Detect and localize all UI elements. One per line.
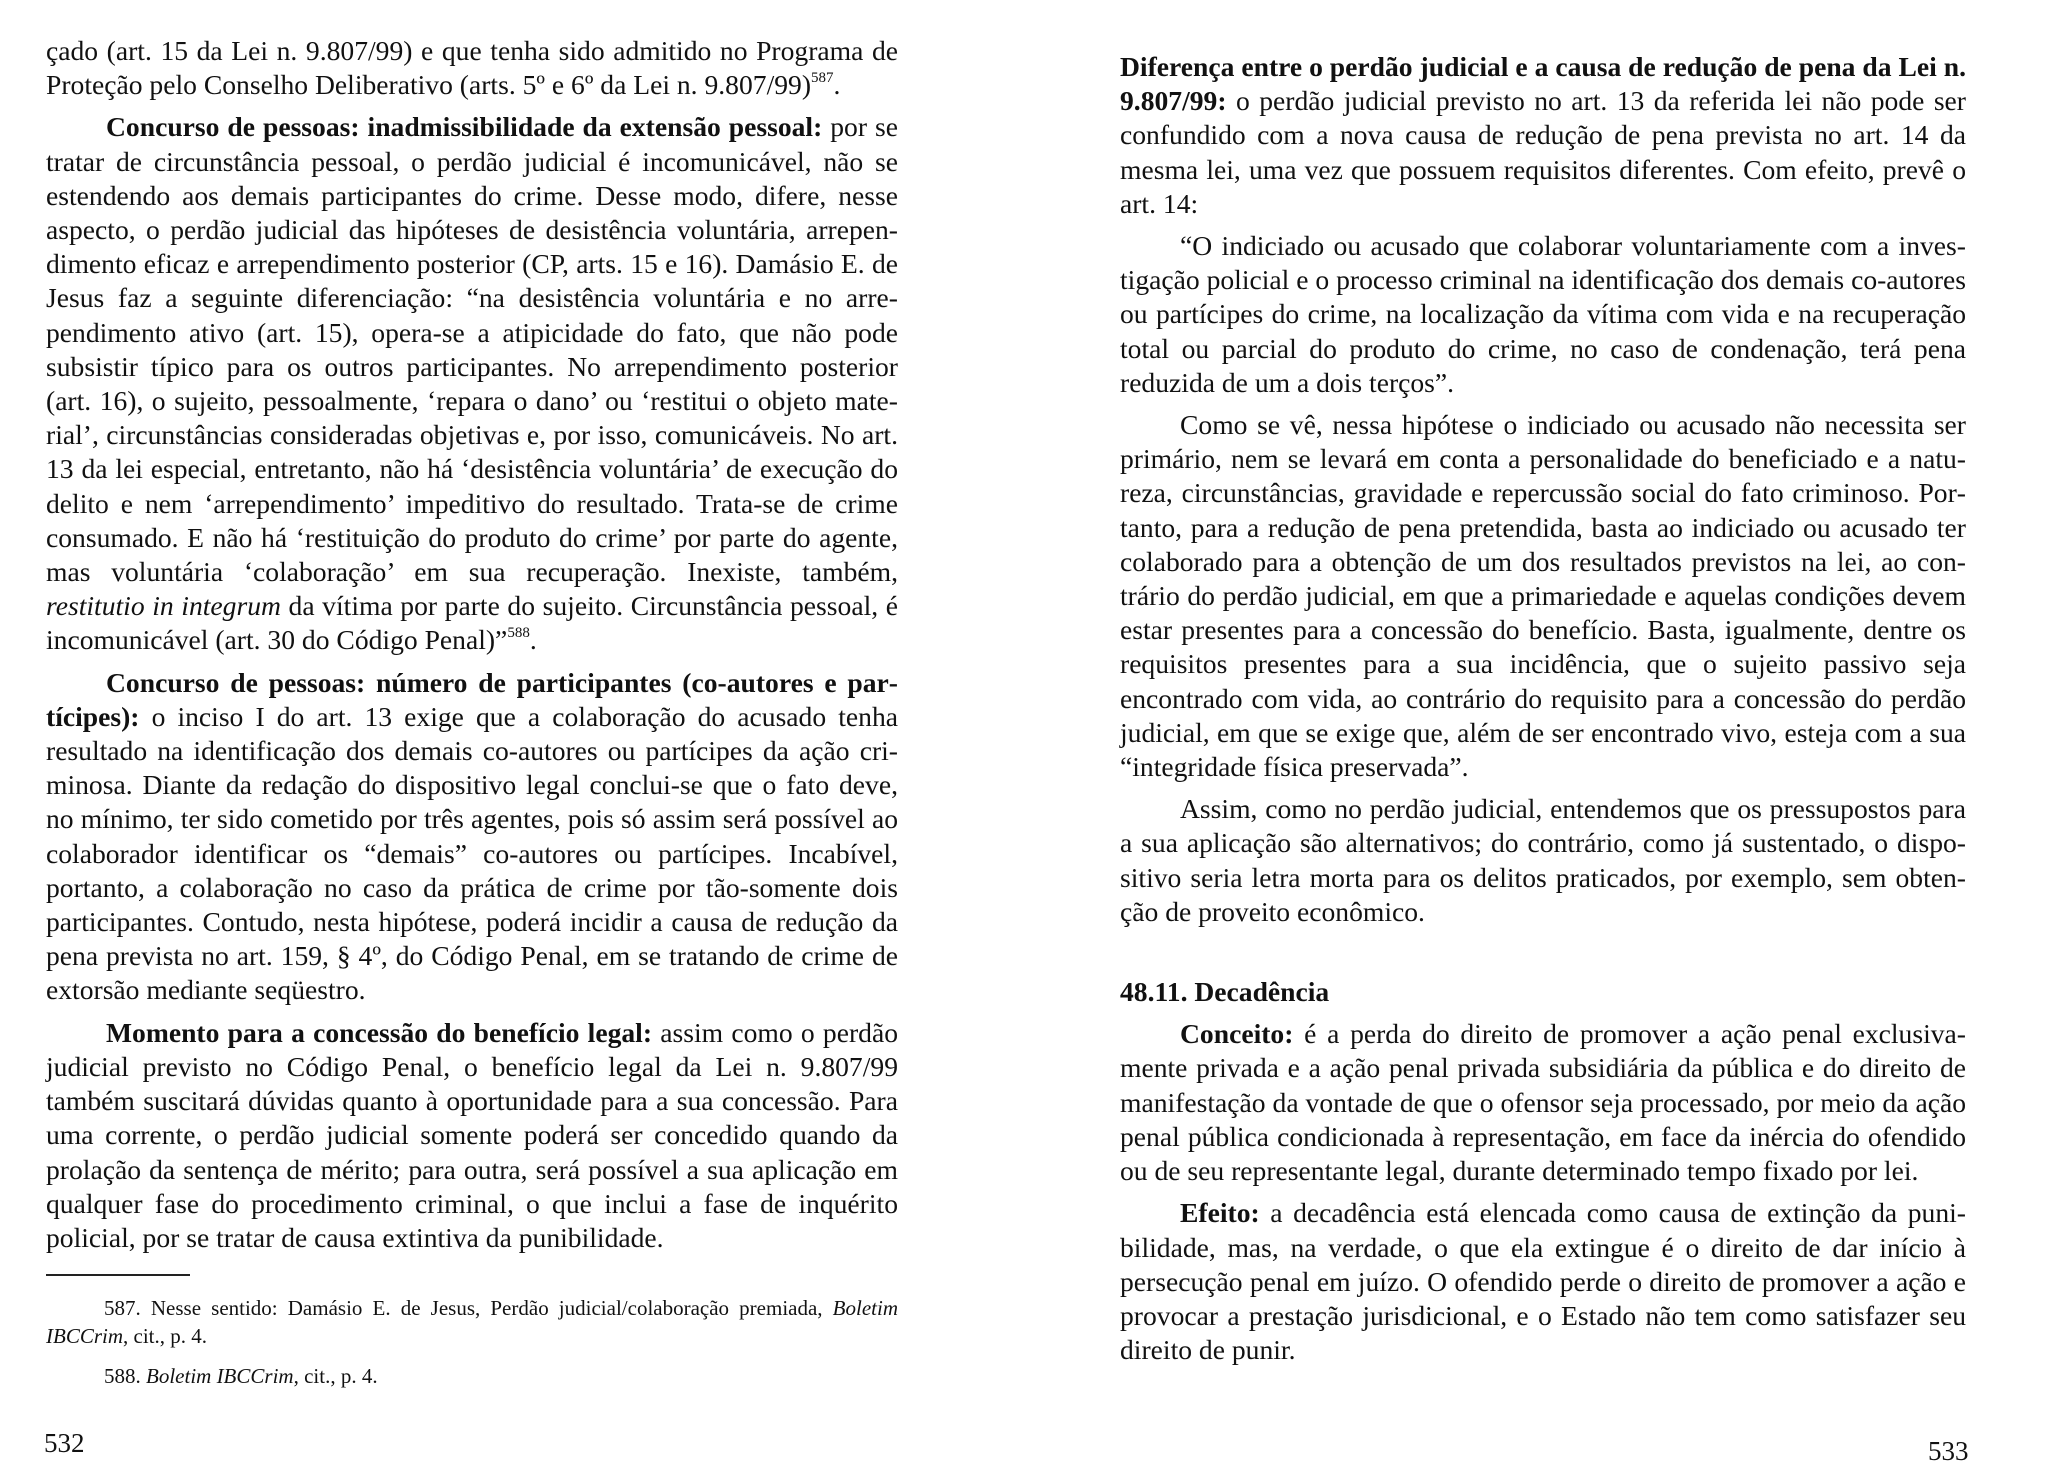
page-number-left: 532 xyxy=(44,1428,85,1458)
paragraph-assim: Assim, como no perdão judicial, entendemos que os pressupostos para a sua aplicação são alternativos; do contrário, como já sustentado, o dispositivo seria letra morta para os delitos praticados, por exemplo, sem obtenção de proveito econômico. xyxy=(1120,793,1966,927)
paragraph-conceito: Conceito: é a perda do direito de promover a ação penal exclusivamente privada e a ação penal privada subsidiária da pública e do direito de manifestação da vontade de que o ofensor seja processado, por meio da ação penal pública condicionada à representação, em face da inércia do ofendido ou de seu representante legal, durante determinado tempo fixado por lei. xyxy=(1120,1018,1966,1187)
footnote-ref-587: 587 xyxy=(811,70,834,87)
block-quote-art14: “O indiciado ou acusado que colaborar voluntariamente com a investigação policial e o processo criminal na identificação dos demais co-autores ou partícipes do crime, na localização da vítima com vida e na recuperação total ou parcial do produto do crime, no caso de condenação, terá pena reduzida de um a dois terços”. xyxy=(1120,230,1966,398)
paragraph-como-se-ve: Como se vê, nessa hipótese o indiciado ou acusado não necessita ser primário, nem se levará em conta a personalidade do beneficiado e a natureza, circunstâncias, gravidade e repercussão social do fato criminoso. Portanto, para a redução de pena pretendida, basta ao indiciado ou acusado ter colaborado para a obtenção de um dos resultados previstos na lei, ao contrário do perdão judicial, em que a primariedade e aquelas condições devem estar presentes para a concessão do benefício. Basta, igualmente, dentre os requisitos presentes para a sua incidência, que o sujeito passivo seja encontrado com vida, ao contrário do requisito para a concessão do perdão judicial, em que se exige que, além de ser encontrado vivo, esteja com a sua “integridade física preservada”. xyxy=(1120,409,1966,783)
right-page xyxy=(1050,0,2048,1472)
left-page xyxy=(0,0,1000,1472)
paragraph-efeito: Efeito: a decadência está elencada como causa de extinção da punibilidade, mas, na verdade, o que ela extingue é o direito de dar início à persecução penal em juízo. O ofendido perde o direito de promover a ação e provocar a prestação jurisdicional, e o Estado não tem como satisfazer seu direito de punir. xyxy=(1120,1197,1966,1366)
paragraph-lead: Concurso de pessoas: inadmissibilidade da extensão pessoal: xyxy=(106,111,823,143)
paragraph-lead: Momento para a concessão do benefício legal: xyxy=(106,1016,653,1048)
paragraph-diferenca: Diferença entre o perdão judicial e a causa de redução de pena da Lei n. 9.807/99: o perdão judicial previsto no art. 13 da referida lei não pode ser confundido com a nova causa de redução de pena prevista no art. 14 da mesma lei, uma vez que possuem requisitos diferentes. Com efeito, prevê o art. 14: xyxy=(1120,51,1966,219)
left-text-column xyxy=(46,34,898,1255)
section-heading: 48.11. Decadência xyxy=(1120,976,1330,1008)
right-text-column xyxy=(1120,50,1966,1367)
footnote-divider xyxy=(46,1274,190,1276)
paragraph-concurso-extensao: Concurso de pessoas: inadmissibilidade da extensão pessoal: por se tratar de circunstância pessoal, o perdão judicial é incomunicável, não se estendendo aos demais participantes do crime. Desse modo, difere, nesse aspecto, o perdão judicial das hipóteses de desistência voluntária, arrependimento eficaz e arrependimento posterior (CP, arts. 15 e 16). Damásio E. de Jesus faz a seguinte diferenciação: “na desistência voluntária e no arrependimento ativo (art. 15), opera-se a atipicidade do fato, que não pode subsistir típico para os outros participantes. No arrependimento posterior (art. 16), o sujeito, pessoalmente, ‘repara o dano’ ou ‘restitui o objeto material’, circunstâncias consideradas objetivas e, por isso, comunicáveis. No art. 13 da lei especial, entretanto, não há ‘desistência voluntária’ de execução do delito e nem ‘arrependimento’ impeditivo do resultado. Trata-se de crime consumado. E não há ‘restituição do produto do crime’ por parte do agente, mas voluntária ‘colaboração’ em sua recuperação. Inexiste, também, restitutio in integrum da vítima por parte do sujeito. Circunstância pessoal, é incomunicável (art. 30 do Código Penal)”$^{588}$. xyxy=(46,111,898,656)
paragraph-lead: Efeito: xyxy=(1180,1197,1260,1229)
footnote-587: 587. Nesse sentido: Damásio E. de Jesus, Perdão judicial/colaboração premiada, Boletim IBCCrim, cit., p. 4. xyxy=(46,1296,898,1348)
paragraph-continuation: çado (art. 15 da Lei n. 9.807/99) e que tenha sido admitido no Programa de Proteção pelo Conselho Deliberativo (arts. 5º e 6º da Lei n. 9.807/99)$^{587}$. xyxy=(46,35,898,101)
footnotes xyxy=(46,1294,898,1402)
paragraph-momento-concessao: Momento para a concessão do benefício legal: assim como o perdão judicial previsto no Código Penal, o benefício legal da Lei n. 9.807/99 também suscitará dúvidas quanto à oportunidade para a sua concessão. Para uma corrente, o perdão judicial somente poderá ser concedido quando da prolação da sentença de mérito; para outra, será possível a sua aplicação em qualquer fase do procedimento criminal, o que inclui a fase de inquérito policial, por se tratar de causa extintiva da punibilidade. xyxy=(46,1016,899,1253)
paragraph-lead: Concurso de pessoas: número de participantes (co-autores e partícipes): xyxy=(46,666,898,732)
paragraph-lead: Diferença entre o perdão judicial e a causa de redução de pena da Lei n. 9.807/99: xyxy=(1120,51,1966,117)
paragraph-lead: Conceito: xyxy=(1180,1018,1294,1050)
paragraph-concurso-numero: Concurso de pessoas: número de participantes (co-autores e partícipes): o inciso I do art. 13 exige que a colaboração do acusado tenha resultado na identificação dos demais co-autores ou partícipes da ação criminosa. Diante da redação do dispositivo legal conclui-se que o fato deve, no mínimo, ter sido cometido por três agentes, pois só assim será possível ao colaborador identificar os “demais” co-autores ou partícipes. Incabível, portanto, a colaboração no caso da prática de crime por tão-somente dois participantes. Contudo, nesta hipótese, poderá incidir a causa de redução da pena prevista no art. 159, § 4º, do Código Penal, em se tratando de crime de extorsão mediante seqüestro. xyxy=(46,666,898,1006)
footnote-ref-588: 588 xyxy=(507,625,530,642)
footnote-588: 588. Boletim IBCCrim, cit., p. 4. xyxy=(104,1364,378,1388)
page-number-right: 533 xyxy=(1928,1436,1969,1466)
